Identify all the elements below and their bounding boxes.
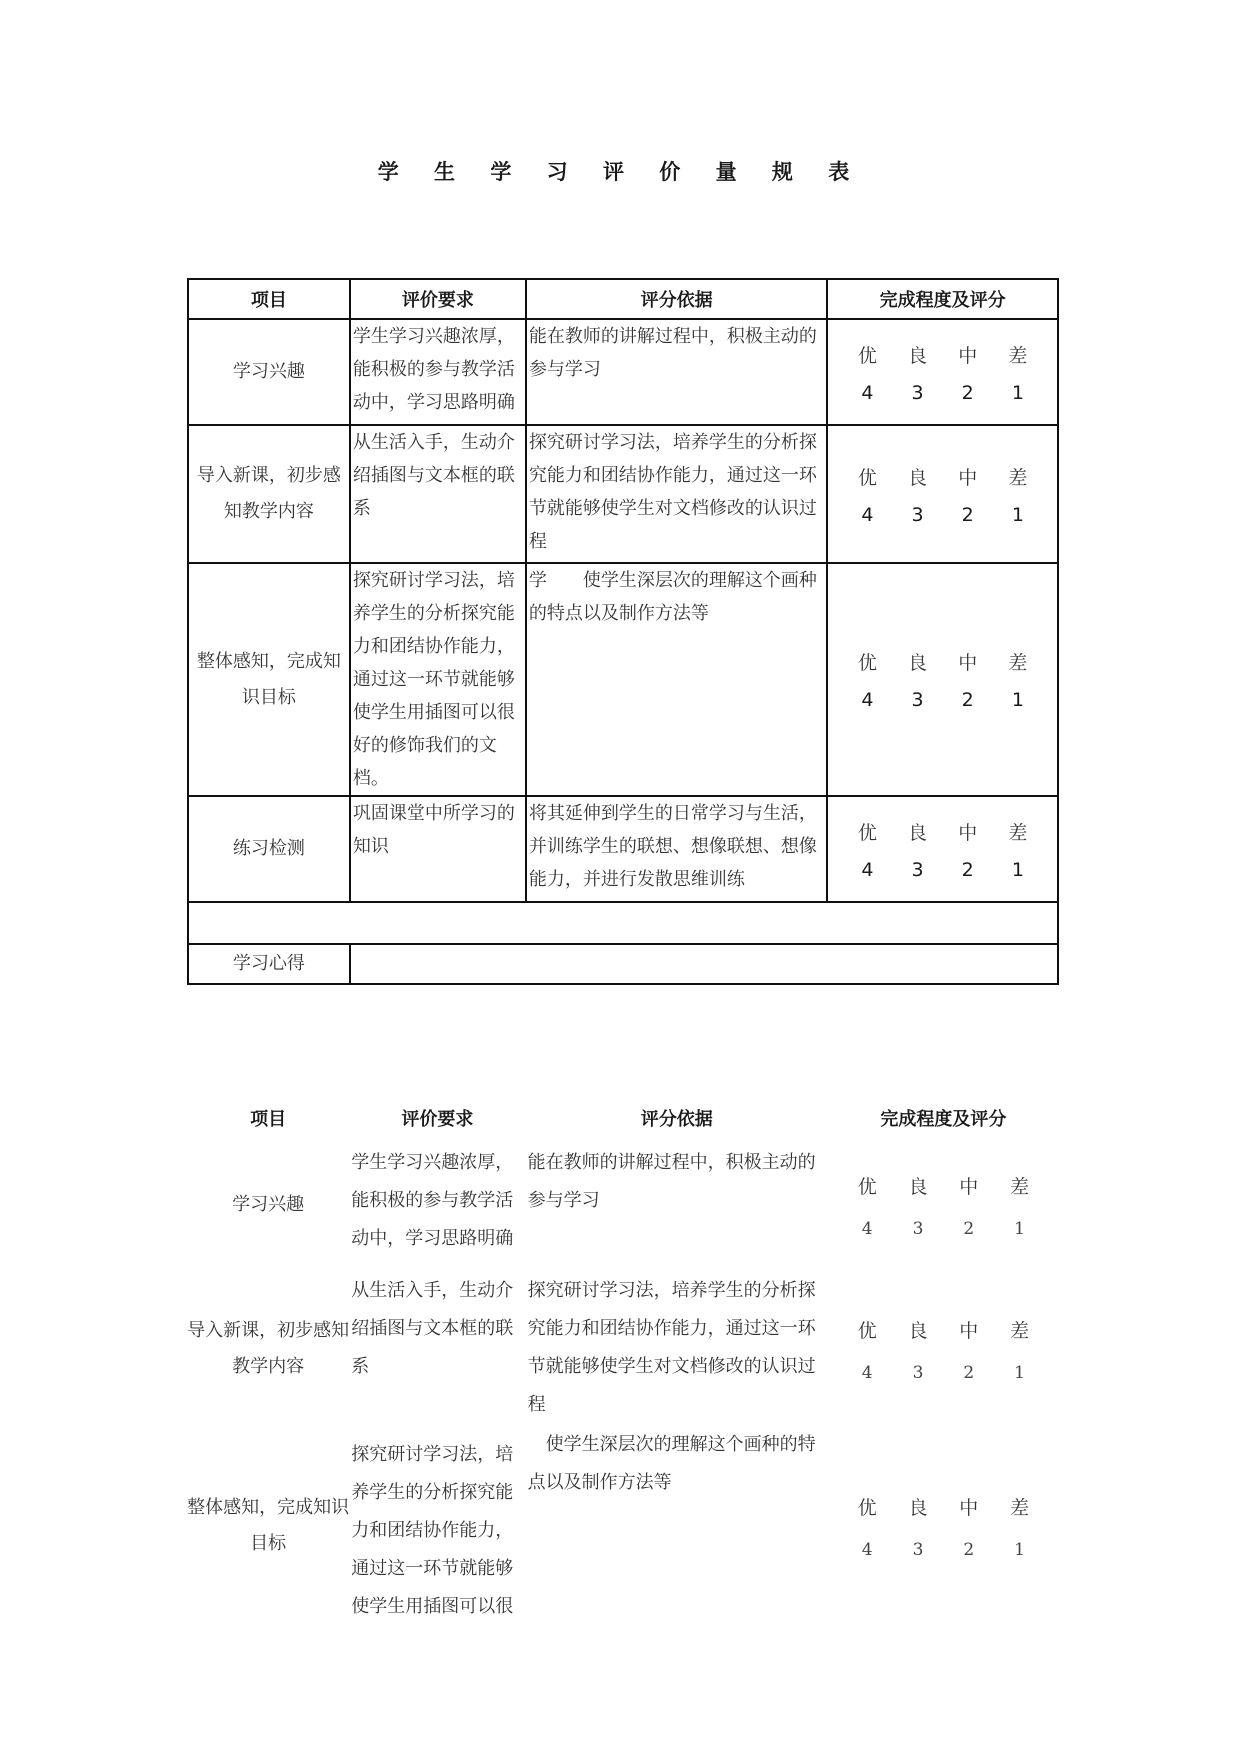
row-requirement: 探究研讨学习法，培养学生的分析探究能力和团结协作能力，通过这一环节就能够使学生用插图可以很好的修饰我们的文档。 [350,563,526,796]
grade-label: 优 [857,1496,877,1519]
grade-label: 良 [908,1319,928,1342]
score-cell [828,1426,1059,1626]
row-basis: 使学生深层次的理解这个画种的特点以及制作方法等 [527,1434,816,1493]
row-basis: 学 使学生深层次的理解这个画种的特点以及制作方法等 [526,563,827,796]
header-completion: 完成程度及评分 [827,279,1058,319]
header-row [188,279,1058,319]
table-row [188,319,1058,425]
row-item: 整体感知，完成知识目标 [188,563,350,796]
reflection-row [188,944,1058,984]
reflection-field[interactable] [350,944,1058,984]
grade-point: 4 [861,689,874,711]
page-title: 学 生 学 习 评 价 量 规 表 [377,160,864,184]
grade-label: 中 [958,652,978,674]
table-row [187,1138,1059,1272]
grade-point: 3 [912,1218,924,1239]
grade-labels [828,341,1057,368]
row-requirement: 巩固课堂中所学习的知识 [350,796,526,902]
row-item: 学习兴趣 [232,1194,305,1215]
grade-label: 差 [1010,1319,1030,1342]
grade-points [828,1363,1059,1383]
score-cell [828,1272,1059,1426]
grade-points [828,1540,1059,1560]
score-cell [827,319,1058,425]
header-basis: 评分依据 [640,1109,713,1130]
grade-point: 2 [963,1218,975,1239]
grade-label: 良 [908,344,928,367]
grade-point: 4 [861,503,874,526]
grade-label: 差 [1008,344,1028,367]
blank-cell [188,902,1058,944]
row-basis: 能在教师的讲解过程中，积极主动的参与学习 [526,319,827,425]
grade-point: 4 [861,1539,873,1560]
grade-label: 优 [857,821,877,844]
row-item: 整体感知，完成知识目标 [187,1497,350,1554]
grade-label: 中 [958,821,978,844]
grade-point: 2 [963,1362,975,1383]
header-requirement: 评价要求 [401,1109,474,1130]
grade-label: 优 [857,1175,877,1198]
grade-point: 4 [861,1362,873,1383]
header-basis: 评分依据 [526,279,827,319]
table-row [188,796,1058,902]
grade-label: 差 [1008,821,1028,844]
row-item: 导入新课，初步感知教学内容 [187,1320,350,1377]
grade-label: 中 [959,1175,979,1198]
grade-point: 3 [911,381,924,404]
grade-label: 中 [958,466,978,489]
grade-point: 2 [961,503,974,526]
grade-label: 优 [857,1319,877,1342]
grade-point: 4 [861,858,874,881]
grade-point: 1 [1011,858,1024,881]
row-item: 练习检测 [188,796,350,902]
reflection-label: 学习心得 [188,944,350,984]
row-basis: 能在教师的讲解过程中，积极主动的参与学习 [527,1152,816,1211]
row-basis: 探究研讨学习法，培养学生的分析探究能力和团结协作能力，通过这一环节就能够使学生对文档修改的认识过程 [527,1280,816,1415]
grade-points [828,504,1057,526]
row-basis: 探究研讨学习法，培养学生的分析探究能力和团结协作能力，通过这一环节就能够使学生对文档修改的认识过程 [526,425,827,563]
row-requirement: 学生学习兴趣浓厚，能积极的参与教学活动中，学习思路明确 [351,1152,514,1249]
grade-point: 1 [1014,1218,1025,1239]
grade-label: 差 [1008,466,1028,489]
grade-points [828,382,1057,404]
grade-point: 1 [1014,1539,1025,1560]
grade-point: 2 [963,1539,975,1560]
grade-point: 4 [861,1218,873,1239]
row-requirement: 学生学习兴趣浓厚，能积极的参与教学活动中，学习思路明确 [350,319,526,425]
grade-label: 良 [908,821,928,844]
grade-label: 优 [857,344,877,367]
header-row [187,1098,1059,1138]
grade-point: 2 [961,381,974,404]
header-completion: 完成程度及评分 [880,1109,1007,1130]
grade-labels [828,648,1057,675]
grade-point: 3 [912,1362,924,1383]
grade-labels [828,1316,1059,1343]
row-item: 导入新课，初步感知教学内容 [188,425,350,563]
header-requirement: 评价要求 [350,279,526,319]
grade-labels [828,1172,1059,1199]
table-row [187,1426,1059,1626]
grade-label: 差 [1008,652,1028,674]
grade-points [828,689,1057,711]
score-cell [827,425,1058,563]
row-requirement: 从生活入手，生动介绍插图与文本框的联系 [351,1280,514,1377]
grade-point: 1 [1014,1362,1025,1383]
grade-point: 3 [912,1539,924,1560]
table-row [188,563,1058,796]
grade-label: 良 [908,1175,928,1198]
grade-label: 优 [857,466,877,489]
row-basis: 将其延伸到学生的日常学习与生活，并训练学生的联想、想像联想、想像能力，并进行发散思维训练 [526,796,827,902]
grade-point: 1 [1011,689,1024,711]
header-item: 项目 [188,279,350,319]
row-item: 学习兴趣 [188,319,350,425]
grade-label: 良 [908,1496,928,1519]
grade-label: 中 [959,1319,979,1342]
grade-point: 2 [961,689,974,711]
grade-label: 差 [1010,1496,1030,1519]
score-cell [828,1138,1059,1272]
grade-point: 3 [911,689,924,711]
row-requirement: 探究研讨学习法，培养学生的分析探究能力和团结协作能力，通过这一环节就能够使学生用插图可以很 [351,1444,514,1617]
grade-labels [828,1493,1059,1520]
grade-points [828,859,1057,881]
grade-label: 良 [908,466,928,489]
grade-labels [828,818,1057,845]
row-requirement: 从生活入手，生动介绍插图与文本框的联系 [350,425,526,563]
table-row [188,425,1058,563]
rubric-table [187,278,1059,985]
score-cell [827,796,1058,902]
grade-label: 中 [958,344,978,367]
rubric-table-repeat [187,1098,1059,1626]
grade-label: 良 [908,652,928,674]
table-row [187,1272,1059,1426]
grade-labels [828,463,1057,490]
blank-row [188,902,1058,944]
grade-point: 1 [1011,503,1024,526]
grade-points [828,1219,1059,1239]
grade-point: 3 [911,858,924,881]
grade-point: 1 [1011,381,1024,404]
grade-point: 3 [911,503,924,526]
grade-label: 中 [959,1496,979,1519]
grade-label: 差 [1010,1175,1030,1198]
grade-label: 优 [857,652,877,674]
score-cell [827,563,1058,796]
header-item: 项目 [250,1109,287,1130]
grade-point: 4 [861,381,874,404]
grade-point: 2 [961,858,974,881]
